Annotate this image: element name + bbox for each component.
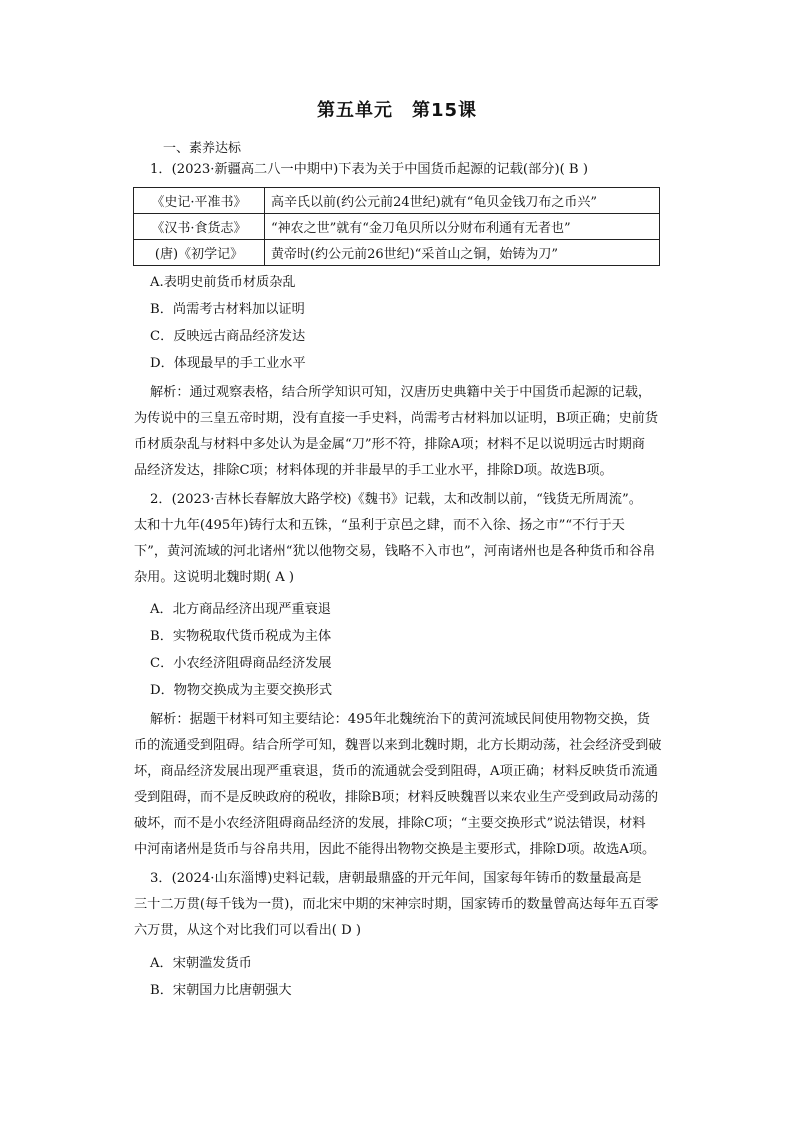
q2-analysis-line: 受到阻碍，而不是反映政府的税收，排除B项；材料反映魏晋以来农业生产受到政局动荡的: [134, 790, 658, 805]
q1-option-b: B．尚需考古材料加以证明: [150, 302, 305, 317]
q1-analysis-line: 解析：通过观察表格，结合所学知识可知，汉唐历史典籍中关于中国货币起源的记载，: [150, 385, 652, 400]
table-cell-source: 《汉书·食货志》: [134, 214, 265, 240]
table-row: [134, 240, 660, 266]
q1-analysis-line: 为传说中的三皇五帝时期，没有直接一手史料，尚需考古材料加以证明，B项正确；史前货: [134, 411, 658, 426]
q1-analysis-line: 币材质杂乱与材料中多处认为是金属“刀”形不符，排除A项；材料不足以说明远古时期商: [134, 437, 645, 452]
q2-analysis-line: 解析：据题干材料可知主要结论：495年北魏统治下的黄河流域民间使用物物交换，货: [150, 712, 650, 727]
q2-option-c: C．小农经济阻碍商品经济发展: [150, 656, 332, 671]
table-cell-record: “神农之世”就有“金刀龟贝所以分财布利通有无者也”: [265, 214, 660, 240]
q2-stem-line: 2．(2023·吉林长春解放大路学校)《魏书》记载，太和改制以前，“钱货无所周流”。: [150, 492, 642, 507]
source-table: [133, 187, 660, 266]
q2-option-a: A．北方商品经济出现严重衰退: [150, 602, 331, 617]
q2-analysis-line: 破坏，而不是小农经济阻碍商品经济的发展，排除C项；“主要交换形式”说法错误，材料: [134, 816, 646, 831]
table-row: [134, 214, 660, 240]
q2-stem-line: 下”，黄河流域的河北诸州“犹以他物交易，钱略不入市也”，河南诸州也是各种货币和谷帛: [134, 544, 656, 559]
q3-stem-line: 3．(2024·山东淄博)史料记载，唐朝最鼎盛的开元年间，国家每年铸币的数量最高是: [150, 871, 642, 886]
q3-option-b: B．宋朝国力比唐朝强大: [150, 983, 292, 998]
table-cell-record: 高辛氏以前(约公元前24世纪)就有“龟贝金钱刀布之币兴”: [265, 188, 660, 214]
q2-analysis-line: 坏，商品经济发展出现严重衰退，货币的流通就会受到阻碍，A项正确；材料反映货币流通: [134, 764, 658, 779]
q1-option-a: A.表明史前货币材质杂乱: [150, 275, 296, 290]
table-row: [134, 188, 660, 214]
section-heading: 一、素养达标: [163, 141, 242, 156]
q2-option-b: B．实物税取代货币税成为主体: [150, 629, 332, 644]
q2-analysis-line: 中河南诸州是货币与谷帛共用，因此不能得出物物交换是主要形式，排除D项。故选A项。: [134, 842, 656, 857]
table-cell-record: 黄帝时(约公元前26世纪)“采首山之铜，始铸为刀”: [265, 240, 660, 266]
q2-stem-line: 杂用。这说明北魏时期( A ): [134, 570, 295, 585]
q1-option-c: C．反映远古商品经济发达: [150, 329, 306, 344]
table-cell-source: (唐)《初学记》: [134, 240, 265, 266]
q1-analysis-line: 品经济发达，排除C项；材料体现的并非最早的手工业水平，排除D项。故选B项。: [134, 463, 613, 478]
q3-stem-line: 三十二万贯(每千钱为一贯)，而北宋中期的宋神宗时期，国家铸币的数量曾高达每年五百零: [134, 897, 659, 912]
q3-stem-line: 六万贯，从这个对比我们可以看出( D ): [134, 923, 362, 938]
q2-analysis-line: 币的流通受到阻碍。结合所学可知，魏晋以来到北魏时期，北方长期动荡，社会经济受到破: [134, 738, 662, 753]
q1-option-d: D．体现最早的手工业水平: [150, 356, 306, 371]
q3-option-a: A．宋朝滥发货币: [150, 956, 252, 971]
q2-stem-line: 太和十九年(495年)铸行太和五铢，“虽利于京邑之肆，而不入徐、扬之市”“不行于天: [134, 518, 625, 533]
table-cell-source: 《史记·平准书》: [134, 188, 265, 214]
q1-stem: 1．(2023·新疆高二八一中期中)下表为关于中国货币起源的记载(部分)( B ): [150, 162, 588, 177]
page-title: 第五单元 第15课: [316, 100, 478, 121]
q2-option-d: D．物物交换成为主要交换形式: [150, 683, 333, 698]
